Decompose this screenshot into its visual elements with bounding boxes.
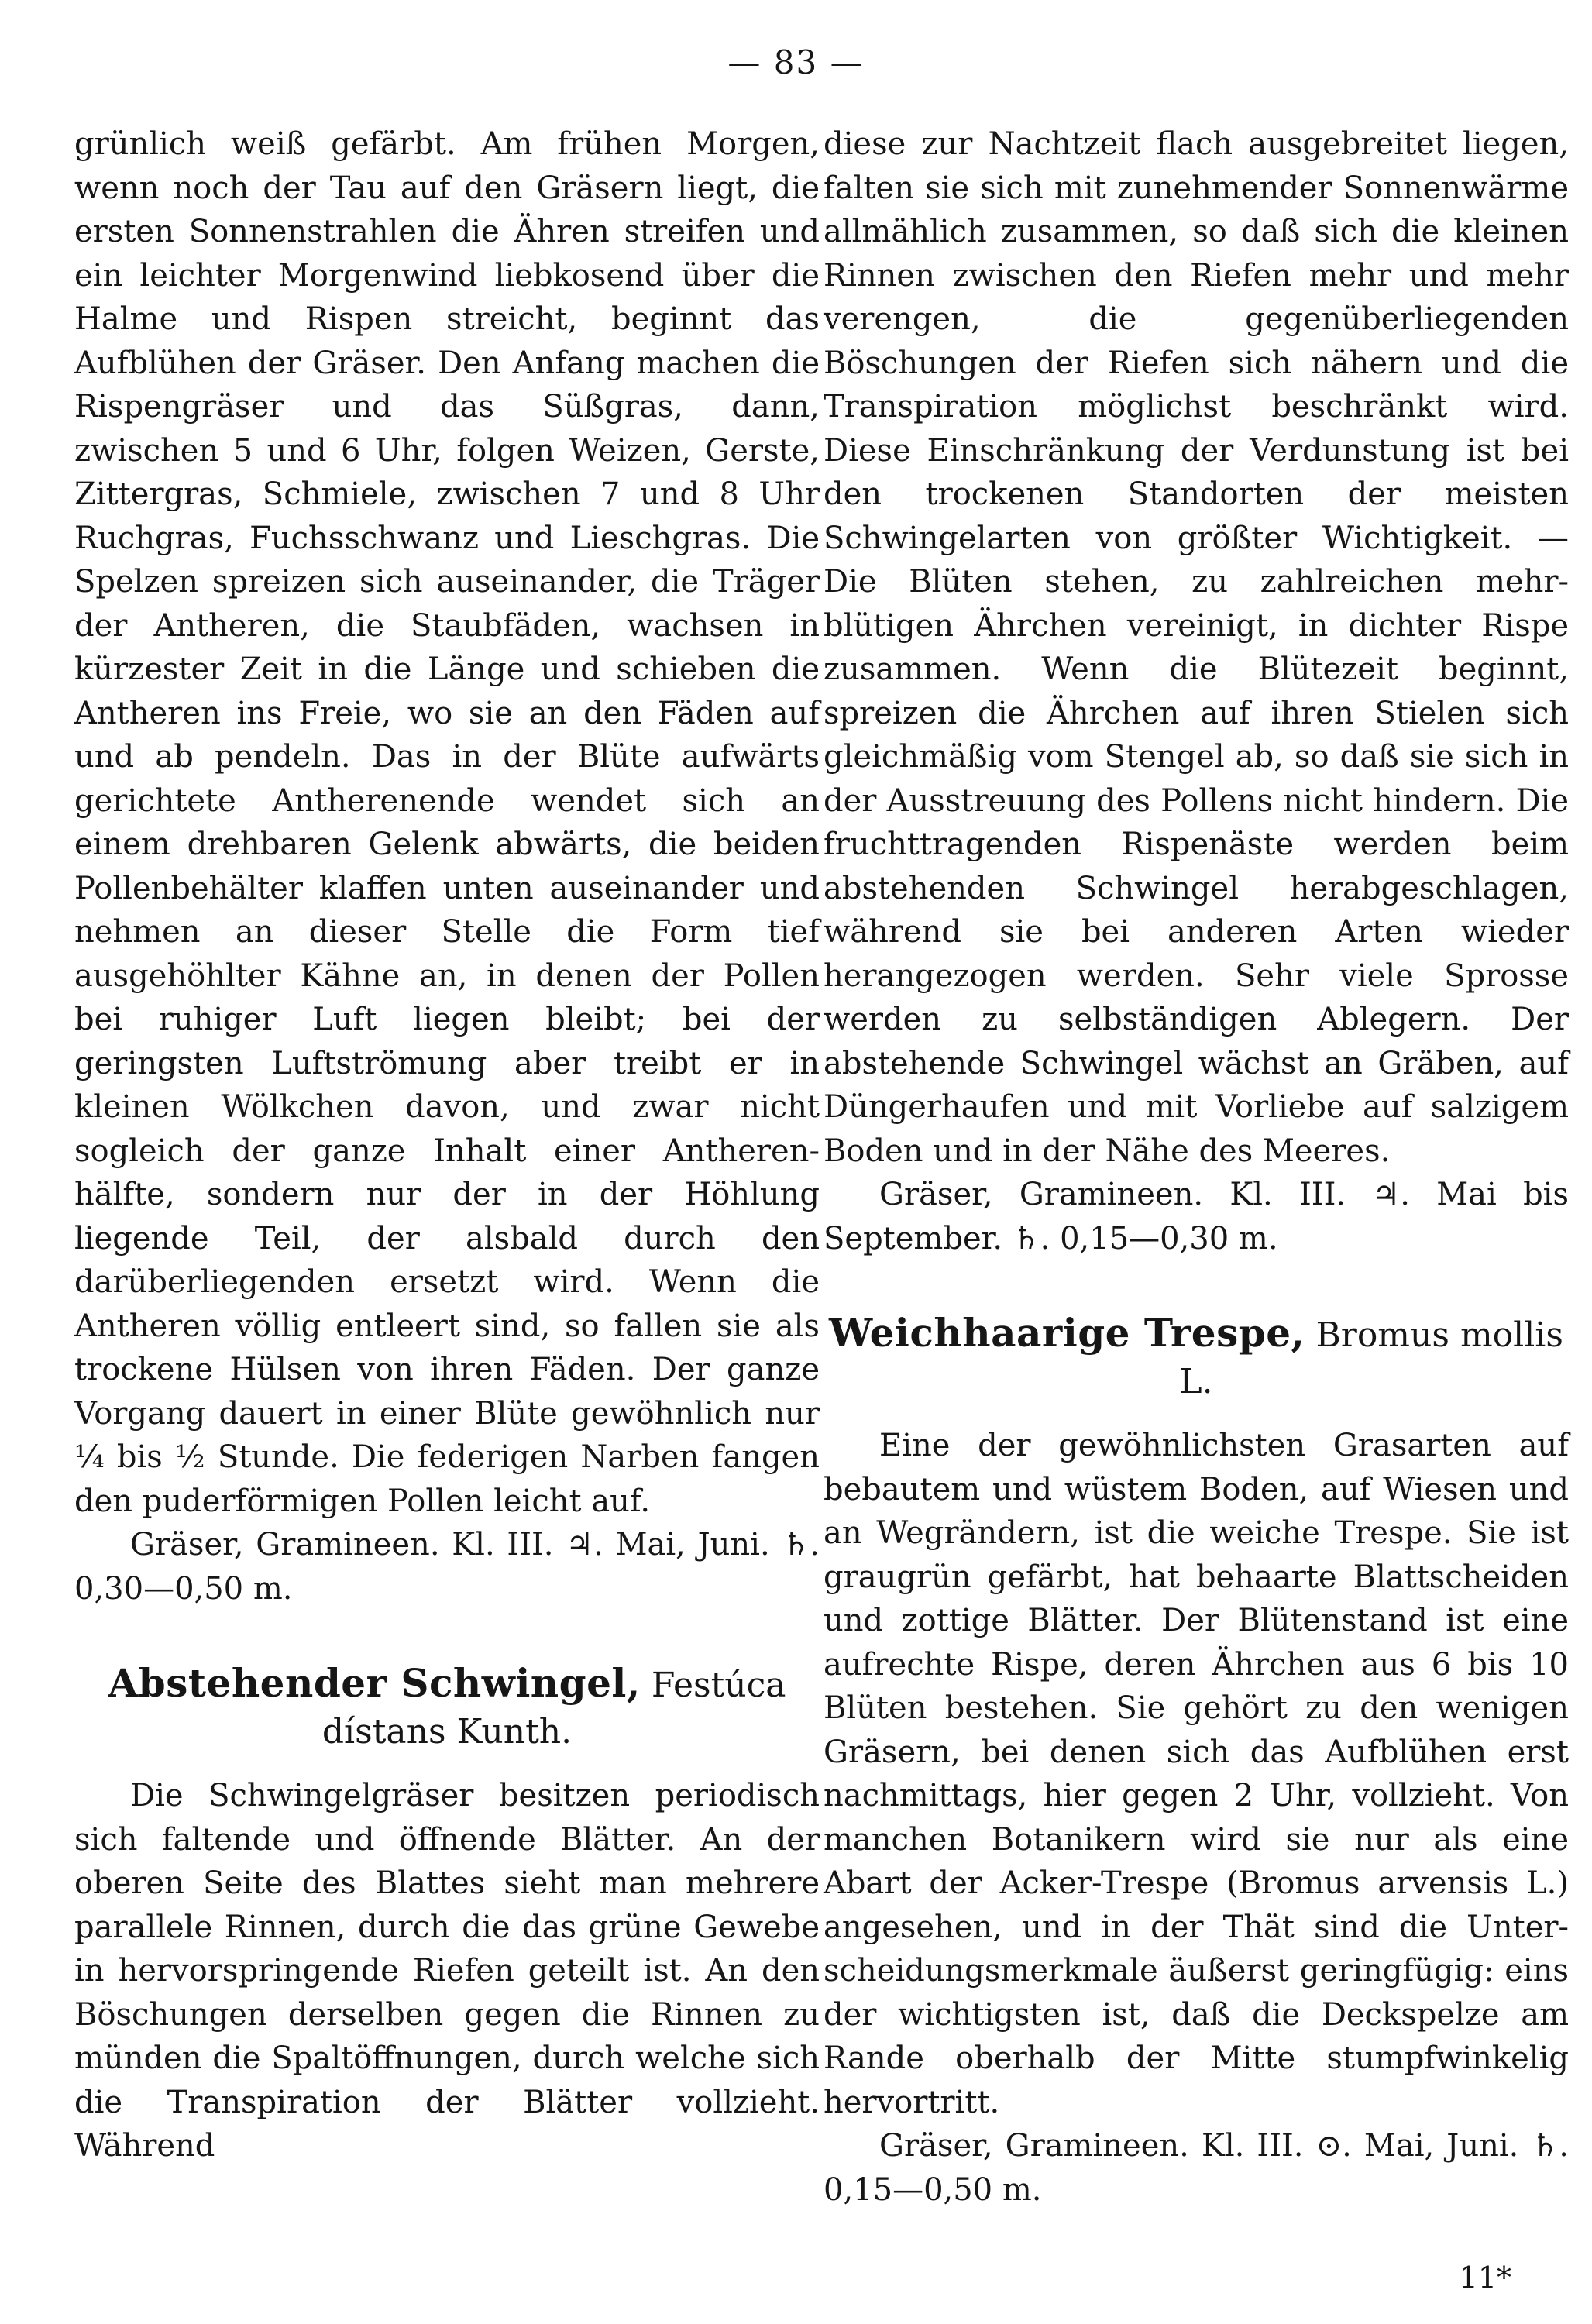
heading-latin-name: Bromus mollis L. (1179, 1315, 1563, 1401)
paragraph: Die Schwingelgräser besitzen periodisch sich faltende und öffnende Blätter. An der oberen Seite des Blattes sieht man mehrere parallele Rinnen, durch die das grüne Gewebe in hervorspringende Riefen geteilt ist. An den Böschungen derselben gegen die Rinnen zu münden die Spaltöffnungen, durch welche sich die Transpiration der Blätter vollzieht. Während (74, 1778, 820, 2164)
section-heading (74, 1660, 820, 1755)
right-column (824, 122, 1569, 2212)
signature-mark: 11* (1459, 2260, 1511, 2295)
heading-common-name: Weichhaarige Trespe, (829, 1310, 1305, 1356)
classification-line: Gräser, Gramineen. Kl. III. ♃. Mai bis September. ♄. 0,15—0,30 m. (824, 1177, 1569, 1257)
classification-line: Gräser, Gramineen. Kl. III. ♃. Mai, Juni. ♄. 0,30—0,50 m. (74, 1527, 820, 1607)
page-number: — 83 — (727, 43, 865, 81)
paragraph: grünlich weiß gefärbt. Am frühen Morgen, wenn noch der Tau auf den Gräsern liegt, die ersten Sonnenstrahlen die Ähren streifen und ein leichter Morgenwind liebkosend über die Halme und Rispen streicht, beginnt das Aufblühen der Gräser. Den Anfang machen die Rispengräser und das Süßgras, dann, zwischen 5 und 6 Uhr, folgen Weizen, Gerste, Zittergras, Schmiele, zwischen 7 und 8 Uhr Ruchgras, Fuchsschwanz und Lieschgras. Die Spelzen spreizen sich auseinander, die Träger der Antheren, die Staubfäden, wachsen in kürzester Zeit in die Länge und schieben die Antheren ins Freie, wo sie an den Fäden auf und ab pendeln. Das in der Blüte aufwärts gerichtete Antherenende wendet sich an einem drehbaren Gelenk abwärts, die beiden Pollenbehälter klaffen unten auseinander und nehmen an dieser Stelle die Form tief ausgehöhlter Kähne an, in denen der Pollen bei ruhiger Luft liegen bleibt; bei der geringsten Luftströmung aber treibt er in kleinen Wölkchen davon, und zwar nicht sogleich der ganze Inhalt einer Antherenhälfte, sondern nur der in der Höhlung liegende Teil, der alsbald durch den darüberliegenden ersetzt wird. Wenn die Antheren völlig entleert sind, so fallen sie als trockene Hülsen von ihren Fäden. Der ganze Vorgang dauert in einer Blüte gewöhnlich nur ¼ bis ½ Stunde. Die federigen Narben fangen den puderförmigen Pollen leicht auf. (74, 126, 820, 1519)
paragraph: Eine der gewöhnlichsten Grasarten auf bebautem und wüstem Boden, auf Wiesen und an Wegrändern, ist die weiche Trespe. Sie ist graugrün gefärbt, hat behaarte Blattscheiden und zottige Blätter. Der Blütenstand ist eine aufrechte Rispe, deren Ährchen aus 6 bis 10 Blüten bestehen. Sie gehört zu den wenigen Gräsern, bei denen sich das Aufblühen erst nachmittags, hier gegen 2 Uhr, vollzieht. Von manchen Botanikern wird sie nur als eine Abart der Acker-Trespe (Bromus arvensis L.) angesehen, und in der Thät sind die Unterscheidungsmerkmale äußerst geringfügig: eins der wichtigsten ist, daß die Deckspelze am Rande oberhalb der Mitte stumpfwinkelig hervortritt. (824, 1428, 1569, 2120)
left-column (74, 122, 820, 2168)
heading-latin-name: Festúca dístans Kunth. (321, 1666, 786, 1752)
paragraph: diese zur Nachtzeit flach ausgebreitet liegen, falten sie sich mit zunehmender Sonnenwärme allmählich zusammen, so daß sich die kleinen Rinnen zwischen den Riefen mehr und mehr verengen, die gegenüberliegenden Böschungen der Riefen sich nähern und die Transpiration möglichst beschränkt wird. Diese Einschränkung der Verdunstung ist bei den trockenen Standorten der meisten Schwingelarten von größter Wichtigkeit. — Die Blüten stehen, zu zahlreichen mehrblütigen Ährchen vereinigt, in dichter Rispe zusammen. Wenn die Blütezeit beginnt, spreizen die Ährchen auf ihren Stielen sich gleichmäßig vom Stengel ab, so daß sie sich in der Ausstreuung des Pollens nicht hindern. Die fruchttragenden Rispenäste werden beim abstehenden Schwingel herabgeschlagen, während sie bei anderen Arten wieder herangezogen werden. Sehr viele Sprosse werden zu selbständigen Ablegern. Der abstehende Schwingel wächst an Gräben, auf Düngerhaufen und mit Vorliebe auf salzigem Boden und in der Nähe des Meeres. (824, 126, 1569, 1169)
heading-common-name: Abstehender Schwingel, (108, 1660, 641, 1706)
section-heading (824, 1310, 1569, 1405)
classification-line: Gräser, Gramineen. Kl. III. ⊙. Mai, Juni. ♄. 0,15—0,50 m. (824, 2128, 1569, 2208)
